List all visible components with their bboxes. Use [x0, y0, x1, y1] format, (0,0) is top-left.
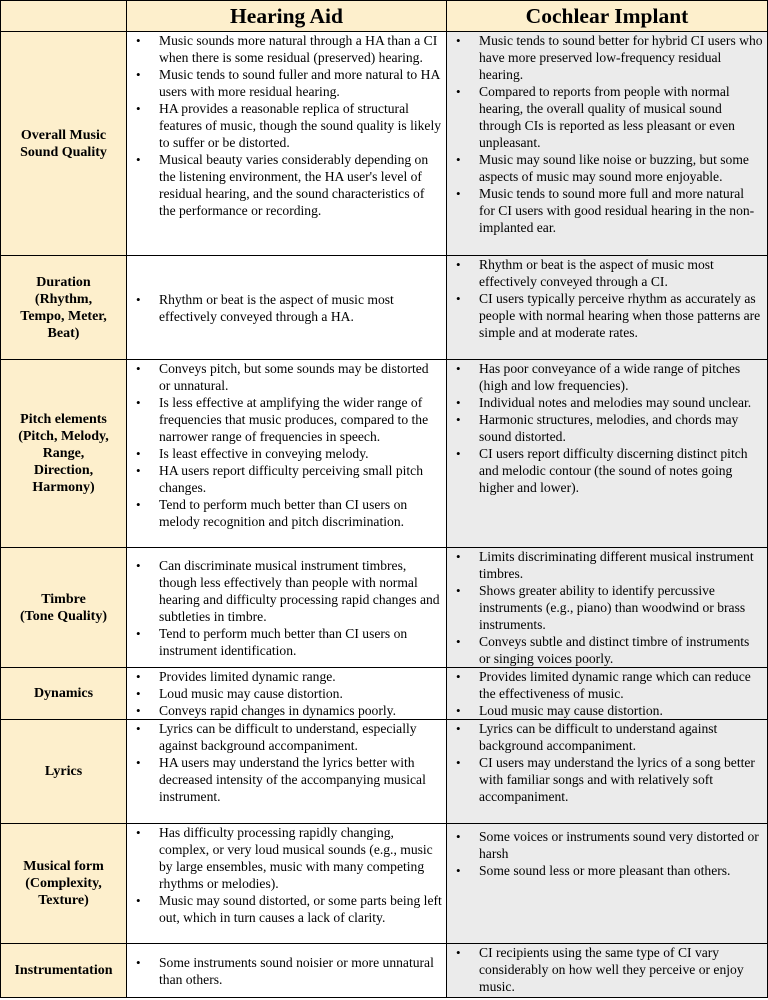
cochlear-implant-cell — [447, 256, 768, 360]
bullet-list — [127, 32, 446, 219]
list-item: • CI users report difficulty discerning distinct pitch and melodic contour (the sound of notes going higher and lower). — [447, 445, 763, 496]
row-label — [1, 548, 127, 668]
hearing-aid-cell — [127, 824, 447, 944]
list-item: • Tend to perform much better than CI users on melody recognition and pitch discrimination. — [127, 496, 442, 530]
row-label-line: Harmony) — [32, 480, 95, 495]
list-item: • HA users may understand the lyrics better with decreased intensity of the accompanying musical instrument. — [127, 754, 442, 805]
list-item: • HA provides a reasonable replica of structural features of music, though the sound quality is likely to suffer or be distorted. — [127, 100, 442, 151]
row-label-line: Direction, — [33, 463, 94, 478]
cochlear-implant-cell — [447, 360, 768, 548]
column-header-hearing-aid: Hearing Aid — [127, 1, 447, 32]
row-label-line: Sound Quality — [20, 144, 107, 160]
row-label-line: Range, — [42, 446, 85, 461]
list-item: • Music tends to sound fuller and more natural to HA users with more residual hearing. — [127, 66, 442, 100]
bullet-list — [447, 360, 767, 496]
hearing-aid-cell — [127, 32, 447, 256]
list-item: • Is less effective at amplifying the wider range of frequencies that music produces, compared to the narrower range of frequencies in speech. — [127, 394, 442, 445]
list-item: • CI users may understand the lyrics of a song better with familiar songs and with relatively soft accompaniment. — [447, 754, 763, 805]
cochlear-implant-cell — [447, 944, 768, 998]
hearing-aid-cell — [127, 360, 447, 548]
bullet-list — [127, 557, 446, 659]
list-item: • HA users report difficulty perceiving small pitch changes. — [127, 462, 442, 496]
cochlear-implant-cell — [447, 824, 768, 944]
bullet-list — [127, 291, 446, 325]
list-item: • Conveys subtle and distinct timbre of instruments or singing voices poorly. — [447, 633, 763, 667]
cochlear-implant-cell — [447, 32, 768, 256]
list-item: • CI users typically perceive rhythm as accurately as people with normal hearing when those patterns are simple and at moderate rates. — [447, 290, 763, 341]
bullet-list — [447, 824, 767, 879]
list-item: • Can discriminate musical instrument timbres, though less effectively than people with normal hearing and difficulty processing rapid changes and subtleties in timbre. — [127, 557, 442, 625]
list-item: • Has poor conveyance of a wide range of pitches (high and low frequencies). — [447, 360, 763, 394]
table-row — [1, 548, 768, 668]
row-label-line: Duration — [36, 274, 91, 290]
cochlear-implant-cell — [447, 668, 768, 720]
row-label-line: Overall Music — [20, 127, 107, 143]
hearing-aid-cell — [127, 548, 447, 668]
row-label-line: Timbre — [41, 591, 86, 607]
list-item: • Lyrics can be difficult to understand against background accompaniment. — [447, 720, 763, 754]
row-label — [1, 944, 127, 998]
list-item: • Provides limited dynamic range. — [127, 668, 442, 685]
list-item: • Shows greater ability to identify percussive instruments (e.g., piano) than woodwind or brass instruments. — [447, 582, 763, 633]
bullet-list — [447, 548, 767, 667]
bullet-list — [127, 954, 446, 988]
bullet-list — [447, 668, 767, 719]
row-label-line: Dynamics — [33, 686, 94, 701]
list-item: • Has difficulty processing rapidly changing, complex, or very loud musical sounds (e.g., music by large ensembles, music with many competing rhythms or melodies). — [127, 824, 442, 892]
row-label-line: Instrumentation — [14, 963, 113, 978]
list-item: • Music may sound distorted, or some parts being left out, which in turn causes a lack of clarity. — [127, 892, 442, 926]
list-item: • Provides limited dynamic range which can reduce the effectiveness of music. — [447, 668, 763, 702]
row-label-line: Tempo, Meter, — [20, 308, 107, 324]
list-item: • Harmonic structures, melodies, and chords may sound distorted. — [447, 411, 763, 445]
table-row — [1, 32, 768, 256]
table-row — [1, 360, 768, 548]
hearing-aid-cell — [127, 256, 447, 360]
header-row — [1, 1, 768, 32]
list-item: • Musical beauty varies considerably depending on the listening environment, the HA user's level of residual hearing, and the sound characteristics of the performance or recording. — [127, 151, 442, 219]
list-item: • Individual notes and melodies may sound unclear. — [447, 394, 763, 411]
list-item: • Loud music may cause distortion. — [127, 685, 442, 702]
list-item: • Music sounds more natural through a HA than a CI when there is some residual (preserved) hearing. — [127, 32, 442, 66]
row-label — [1, 256, 127, 360]
list-item: • Compared to reports from people with normal hearing, the overall quality of musical sound through CIs is reported as less pleasant or even unpleasant. — [447, 83, 763, 151]
table-row — [1, 668, 768, 720]
bullet-list — [127, 824, 446, 926]
list-item: • Music tends to sound more full and more natural for CI users with good residual hearing in the non-implanted ear. — [447, 185, 763, 236]
list-item: • Tend to perform much better than CI users on instrument identification. — [127, 625, 442, 659]
bullet-list — [447, 944, 767, 995]
list-item: • Rhythm or beat is the aspect of music most effectively conveyed through a HA. — [127, 291, 442, 325]
list-item: • Rhythm or beat is the aspect of music most effectively conveyed through a CI. — [447, 256, 763, 290]
row-label-line: (Rhythm, — [34, 291, 93, 307]
table-row — [1, 256, 768, 360]
row-label-line: (Tone Quality) — [20, 608, 107, 624]
hearing-aid-cell — [127, 944, 447, 998]
list-item: • Conveys pitch, but some sounds may be distorted or unnatural. — [127, 360, 442, 394]
row-label — [1, 720, 127, 824]
list-item: • Some sound less or more pleasant than others. — [447, 862, 763, 879]
list-item: • CI recipients using the same type of CI vary considerably on how well they perceive or enjoy music. — [447, 944, 763, 995]
bullet-list — [127, 720, 446, 805]
row-label — [1, 32, 127, 256]
row-label — [1, 668, 127, 720]
list-item: • Is least effective in conveying melody. — [127, 445, 442, 462]
bullet-list — [447, 256, 767, 341]
list-item: • Music may sound like noise or buzzing, but some aspects of music may sound more enjoyable. — [447, 151, 763, 185]
row-label-line: Lyrics — [44, 764, 83, 779]
bullet-list — [447, 32, 767, 236]
list-item: • Limits discriminating different musical instrument timbres. — [447, 548, 763, 582]
cochlear-implant-cell — [447, 548, 768, 668]
hearing-aid-cell — [127, 720, 447, 824]
row-label-line: Beat) — [47, 325, 80, 341]
cochlear-implant-cell — [447, 720, 768, 824]
row-label — [1, 360, 127, 548]
table-row — [1, 824, 768, 944]
bullet-list — [447, 720, 767, 805]
corner-cell — [1, 1, 127, 32]
list-item: • Music tends to sound better for hybrid CI users who have more preserved low-frequency residual hearing. — [447, 32, 763, 83]
list-item: • Loud music may cause distortion. — [447, 702, 763, 719]
table-row — [1, 944, 768, 998]
list-item: • Some instruments sound noisier or more unnatural than others. — [127, 954, 442, 988]
row-label-line: Musical form — [23, 859, 104, 874]
bullet-list — [127, 360, 446, 530]
bullet-list — [127, 668, 446, 719]
table-row — [1, 720, 768, 824]
column-header-cochlear-implant: Cochlear Implant — [447, 1, 768, 32]
row-label-line: Texture) — [38, 893, 89, 908]
list-item: • Conveys rapid changes in dynamics poorly. — [127, 702, 442, 719]
row-label — [1, 824, 127, 944]
row-label-line: Pitch elements — [20, 412, 107, 427]
list-item: • Lyrics can be difficult to understand, especially against background accompaniment. — [127, 720, 442, 754]
hearing-aid-cell — [127, 668, 447, 720]
row-label-line: (Complexity, — [25, 876, 102, 891]
row-label-line: (Pitch, Melody, — [18, 429, 109, 444]
list-item: • Some voices or instruments sound very distorted or harsh — [447, 828, 763, 862]
